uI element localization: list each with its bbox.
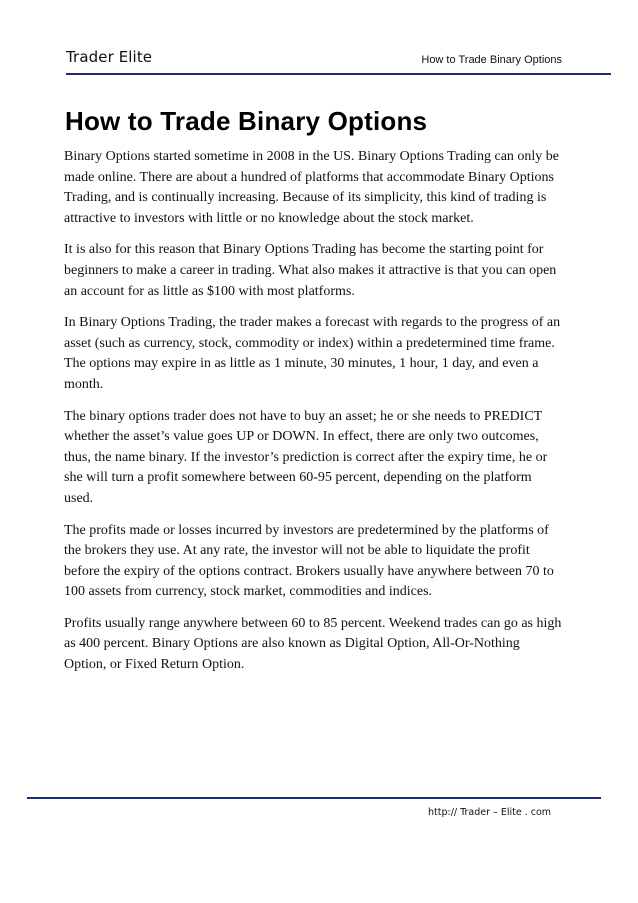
paragraph-6: Profits usually range anywhere between 60 to 85 percent. Weekend trades can go as high as 400 percent. Binary Options are also known as Digital Option, All-Or-Nothing Option, or Fixed Return Option. <box>64 615 562 673</box>
paragraph-2: It is also for this reason that Binary Options Trading has become the starting point for beginners to make a career in trading. What also makes it attractive is that you can open an account for as little as $100 with most platforms. <box>64 242 557 299</box>
paragraph-1: Binary Options started sometime in 2008 in the US. Binary Options Trading can only be made online. There are about a hundred of platforms that accommodate Binary Options Trading, and is continually increasing. Because of its simplicity, this kind of trading is attractive to investors with little or no knowledge about the stock market. <box>64 149 560 226</box>
paragraph-4: The binary options trader does not have to buy an asset; he or she needs to PREDICT whether the asset’s value goes UP or DOWN. In effect, there are only two outcomes, thus, the name binary. If the investor’s prediction is correct after the expiry time, he or she will turn a profit somewhere between 60-95 percent, depending on the platform used. <box>64 408 548 506</box>
footer-url: http:// Trader – Elite . com <box>428 807 552 818</box>
header-brand: Trader Elite <box>66 48 153 66</box>
paragraph-5: The profits made or losses incurred by investors are predetermined by the platforms of the brokers they use. At any rate, the investor will not be able to liquidate the profit before the expiry of the options contract. Brokers usually have anywhere between 70 to 100 assets from currency, stock market, commodities and indices. <box>64 522 554 600</box>
article-body <box>64 147 562 687</box>
paragraph-3: In Binary Options Trading, the trader makes a forecast with regards to the progress of an asset (such as currency, stock, commodity or index) within a predetermined time frame. The options may expire in as little as 1 minute, 30 minutes, 1 hour, 1 day, and even a month. <box>64 315 561 392</box>
header-divider <box>66 73 611 75</box>
footer-divider <box>27 797 601 799</box>
page-title: How to Trade Binary Options <box>65 106 428 136</box>
page-header <box>66 48 574 72</box>
header-document-title: How to Trade Binary Options <box>421 54 562 66</box>
